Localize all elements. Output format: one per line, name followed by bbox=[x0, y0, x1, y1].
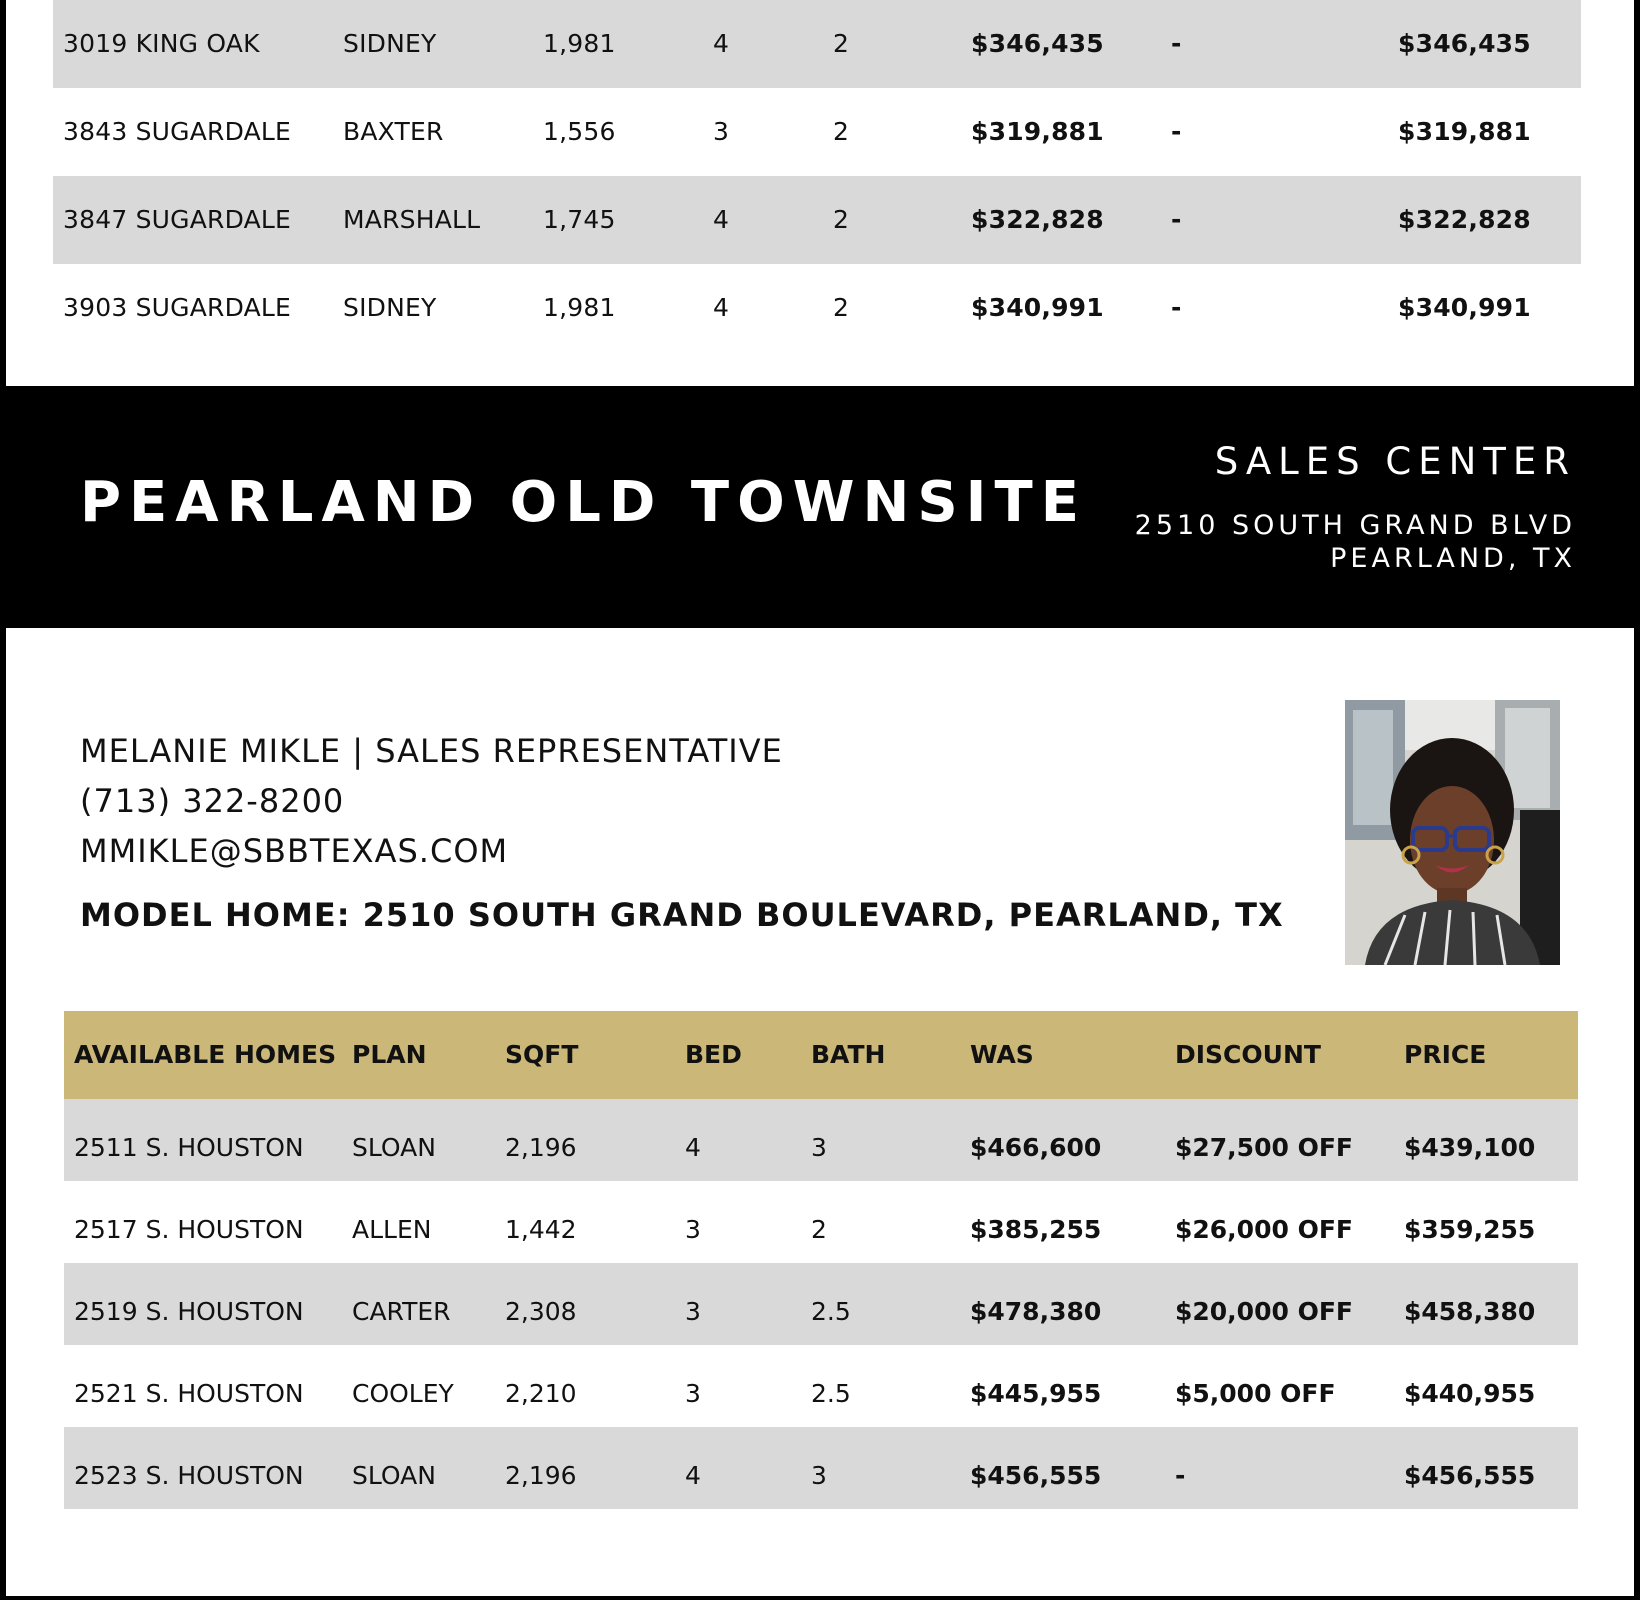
header-available-homes: AVAILABLE HOMES bbox=[74, 1040, 337, 1069]
bath-cell: 2 bbox=[833, 29, 850, 58]
table-header-row bbox=[64, 1011, 1578, 1099]
sales-center-address-line1: 2510 SOUTH GRAND BLVD bbox=[1134, 510, 1576, 541]
header-sqft: SQFT bbox=[505, 1040, 579, 1069]
plan-cell: SIDNEY bbox=[343, 29, 437, 58]
was-cell: $478,380 bbox=[970, 1297, 1102, 1326]
bath-cell: 2 bbox=[833, 205, 850, 234]
price-cell: $359,255 bbox=[1404, 1215, 1536, 1244]
bath-cell: 3 bbox=[811, 1133, 827, 1162]
model-home-address: MODEL HOME: 2510 SOUTH GRAND BOULEVARD, PEARLAND, TX bbox=[80, 896, 1284, 934]
bath-cell: 2 bbox=[811, 1215, 827, 1244]
was-cell: $322,828 bbox=[971, 205, 1104, 234]
sqft-cell: 1,556 bbox=[543, 117, 616, 146]
sales-center-address bbox=[1135, 509, 1576, 575]
sqft-cell: 2,210 bbox=[505, 1379, 577, 1408]
sqft-cell: 2,196 bbox=[505, 1461, 577, 1490]
bed-cell: 4 bbox=[713, 205, 730, 234]
was-cell: $456,555 bbox=[970, 1461, 1102, 1490]
table-row bbox=[64, 1345, 1578, 1427]
table-row bbox=[53, 176, 1581, 264]
header-plan: PLAN bbox=[352, 1040, 427, 1069]
discount-cell: - bbox=[1171, 205, 1182, 234]
bed-cell: 3 bbox=[685, 1379, 701, 1408]
plan-cell: COOLEY bbox=[352, 1379, 454, 1408]
table-row bbox=[64, 1263, 1578, 1345]
table-row bbox=[64, 1427, 1578, 1509]
address-cell: 3847 SUGARDALE bbox=[63, 205, 292, 234]
sqft-cell: 1,745 bbox=[543, 205, 616, 234]
page-border-bottom bbox=[0, 1596, 1640, 1600]
bath-cell: 2 bbox=[833, 117, 850, 146]
discount-cell: $27,500 OFF bbox=[1175, 1133, 1353, 1162]
was-cell: $319,881 bbox=[971, 117, 1104, 146]
sales-rep-photo bbox=[1345, 700, 1560, 965]
plan-cell: SLOAN bbox=[352, 1461, 436, 1490]
available-homes-table bbox=[64, 1011, 1578, 1509]
was-cell: $385,255 bbox=[970, 1215, 1102, 1244]
plan-cell: ALLEN bbox=[352, 1215, 432, 1244]
header-bed: BED bbox=[685, 1040, 742, 1069]
discount-cell: - bbox=[1171, 29, 1182, 58]
header-bath: BATH bbox=[811, 1040, 886, 1069]
address-cell: 2523 S. HOUSTON bbox=[74, 1461, 304, 1490]
bed-cell: 4 bbox=[713, 29, 730, 58]
plan-cell: SLOAN bbox=[352, 1133, 436, 1162]
plan-cell: MARSHALL bbox=[343, 205, 481, 234]
price-cell: $456,555 bbox=[1404, 1461, 1536, 1490]
table-row bbox=[64, 1099, 1578, 1181]
discount-cell: $26,000 OFF bbox=[1175, 1215, 1353, 1244]
sqft-cell: 2,308 bbox=[505, 1297, 577, 1326]
discount-cell: - bbox=[1175, 1461, 1186, 1490]
plan-cell: BAXTER bbox=[343, 117, 444, 146]
price-cell: $439,100 bbox=[1404, 1133, 1536, 1162]
address-cell: 2519 S. HOUSTON bbox=[74, 1297, 304, 1326]
address-cell: 2521 S. HOUSTON bbox=[74, 1379, 304, 1408]
page-border-right bbox=[1634, 0, 1640, 1600]
bath-cell: 2 bbox=[833, 293, 850, 322]
discount-cell: $5,000 OFF bbox=[1175, 1379, 1336, 1408]
bath-cell: 2.5 bbox=[811, 1379, 851, 1408]
plan-cell: CARTER bbox=[352, 1297, 451, 1326]
table-row bbox=[53, 0, 1581, 88]
table-row bbox=[53, 88, 1581, 176]
bed-cell: 4 bbox=[713, 293, 730, 322]
header-was: WAS bbox=[970, 1040, 1034, 1069]
bed-cell: 3 bbox=[685, 1297, 701, 1326]
address-cell: 3903 SUGARDALE bbox=[63, 293, 292, 322]
price-cell: $346,435 bbox=[1398, 29, 1531, 58]
sqft-cell: 1,981 bbox=[543, 293, 616, 322]
price-cell: $458,380 bbox=[1404, 1297, 1536, 1326]
rep-phone[interactable]: (713) 322-8200 bbox=[80, 782, 345, 820]
discount-cell: - bbox=[1171, 293, 1182, 322]
sales-center-address-line2: PEARLAND, TX bbox=[1330, 543, 1576, 574]
bed-cell: 4 bbox=[685, 1461, 701, 1490]
address-cell: 3019 KING OAK bbox=[63, 29, 260, 58]
was-cell: $466,600 bbox=[970, 1133, 1102, 1162]
sqft-cell: 2,196 bbox=[505, 1133, 577, 1162]
price-cell: $319,881 bbox=[1398, 117, 1531, 146]
table-row bbox=[53, 264, 1581, 352]
discount-cell: - bbox=[1171, 117, 1182, 146]
bath-cell: 2.5 bbox=[811, 1297, 851, 1326]
price-cell: $340,991 bbox=[1398, 293, 1531, 322]
previous-community-table bbox=[53, 0, 1581, 352]
address-cell: 2511 S. HOUSTON bbox=[74, 1133, 304, 1162]
bed-cell: 3 bbox=[713, 117, 730, 146]
sales-rep-contact bbox=[80, 726, 783, 876]
header-discount: DISCOUNT bbox=[1175, 1040, 1321, 1069]
bath-cell: 3 bbox=[811, 1461, 827, 1490]
address-cell: 2517 S. HOUSTON bbox=[74, 1215, 304, 1244]
header-price: PRICE bbox=[1404, 1040, 1487, 1069]
address-cell: 3843 SUGARDALE bbox=[63, 117, 292, 146]
rep-email[interactable]: MMIKLE@SBBTEXAS.COM bbox=[80, 832, 509, 870]
plan-cell: SIDNEY bbox=[343, 293, 437, 322]
rep-name-title: MELANIE MIKLE | SALES REPRESENTATIVE bbox=[80, 732, 783, 770]
page-border-left bbox=[0, 0, 6, 1600]
was-cell: $346,435 bbox=[971, 29, 1104, 58]
sales-center-block bbox=[1135, 440, 1576, 575]
price-cell: $440,955 bbox=[1404, 1379, 1536, 1408]
was-cell: $340,991 bbox=[971, 293, 1104, 322]
sales-center-label: SALES CENTER bbox=[1214, 440, 1576, 483]
discount-cell: $20,000 OFF bbox=[1175, 1297, 1353, 1326]
community-title: PEARLAND OLD TOWNSITE bbox=[80, 470, 1087, 535]
table-row bbox=[64, 1181, 1578, 1263]
sqft-cell: 1,981 bbox=[543, 29, 616, 58]
bed-cell: 4 bbox=[685, 1133, 701, 1162]
sqft-cell: 1,442 bbox=[505, 1215, 577, 1244]
bed-cell: 3 bbox=[685, 1215, 701, 1244]
was-cell: $445,955 bbox=[970, 1379, 1102, 1408]
price-cell: $322,828 bbox=[1398, 205, 1531, 234]
community-banner bbox=[6, 386, 1634, 628]
